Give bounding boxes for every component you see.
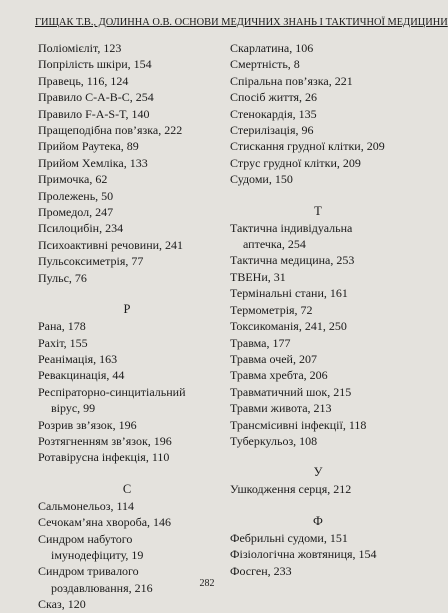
index-column-left	[38, 40, 216, 613]
index-entry: Травма, 177	[230, 335, 291, 350]
index-entry: Примочка, 62	[38, 172, 108, 187]
index-group-p	[38, 40, 216, 286]
index-entry: Тактична медицина, 253	[230, 253, 355, 268]
index-entry: Правило C-A-B-C, 254	[38, 90, 154, 105]
section-letter-r: Р	[123, 302, 131, 317]
index-entry: Травматичний шок, 215	[230, 384, 352, 399]
index-entry: Фізіологічна жовтяниця, 154	[230, 547, 377, 562]
index-entry-line: Синдром набутого	[38, 531, 133, 546]
index-entry-line: Тактична індивідуальна	[230, 220, 353, 235]
page-number: 282	[199, 578, 215, 589]
index-entry-continuation: вірус, 99	[51, 401, 96, 416]
index-entry: Скарлатина, 106	[230, 41, 314, 55]
index-entry: Травма хребта, 206	[230, 368, 328, 383]
index-entry: Пульсоксиметрія, 77	[38, 254, 144, 269]
index-entry: Розтягненням зв’язок, 196	[38, 433, 172, 448]
index-entry: Ревакцинація, 44	[38, 368, 125, 383]
index-group-s-cont	[230, 40, 406, 188]
index-entry: Смертність, 8	[230, 57, 300, 72]
index-entry-line: Синдром тривалого	[38, 564, 139, 579]
index-entry: Травми живота, 213	[230, 401, 332, 416]
index-entry: Стенокардія, 135	[230, 106, 317, 121]
index-group-r	[38, 318, 216, 466]
index-entry-continuation: роздавлювання, 216	[51, 580, 153, 595]
index-entry: Трансмісивні інфекції, 118	[230, 417, 367, 432]
index-group-f	[230, 530, 406, 579]
index-entry: Прийом Хемліка, 133	[38, 155, 148, 170]
index-entry: Промедол, 247	[38, 205, 114, 220]
index-group-u	[230, 481, 406, 497]
index-entry: Псилоцибін, 234	[38, 221, 124, 236]
index-entry: Туберкульоз, 108	[230, 433, 318, 448]
index-entry-multiline	[230, 220, 406, 253]
index-entry: Спіральна пов’язка, 221	[230, 73, 353, 88]
section-letter-s: С	[122, 481, 132, 496]
index-entry: Стерилізація, 96	[230, 123, 314, 138]
index-entry: Правець, 116, 124	[38, 73, 129, 88]
index-entry-continuation: аптечка, 254	[243, 237, 306, 252]
index-group-t	[230, 220, 406, 450]
index-entry: Спосіб життя, 26	[230, 90, 318, 105]
section-letter-f: Ф	[313, 513, 323, 528]
section-letter-t: Т	[314, 203, 322, 218]
index-entry: Травма очей, 207	[230, 351, 317, 366]
index-entry: Пролежень, 50	[38, 188, 114, 203]
index-entry: Рахіт, 155	[38, 335, 88, 350]
index-entry: Попрілість шкіри, 154	[38, 57, 152, 72]
index-entry: Фебрильні судоми, 151	[230, 530, 348, 545]
index-entry-multiline	[38, 531, 216, 564]
index-entry: Пращеподібна пов’язка, 222	[38, 123, 183, 138]
index-entry: Розрив зв’язок, 196	[38, 417, 137, 432]
index-entry: Термометрія, 72	[230, 302, 313, 317]
section-letter-u: У	[313, 465, 323, 480]
index-entry: Рана, 178	[38, 319, 86, 334]
index-entry: Судоми, 150	[230, 172, 293, 187]
index-group-s	[38, 498, 216, 613]
index-entry: Фосген, 233	[230, 563, 292, 578]
index-entry: Сальмонельоз, 114	[38, 498, 134, 513]
index-entry-continuation: імунодефіциту, 19	[51, 547, 144, 562]
index-entry: Пульс, 76	[38, 270, 87, 285]
index-entry: Стискання грудної клітки, 209	[230, 139, 385, 154]
index-entry: Ротавірусна інфекція, 110	[38, 450, 170, 465]
index-entry: Токсикоманія, 241, 250	[230, 319, 347, 334]
index-entry: Сказ, 120	[38, 597, 86, 612]
index-entry-multiline	[38, 384, 216, 417]
index-entry: Реанімація, 163	[38, 351, 118, 366]
index-entry-line: Респіраторно-синцитіальний	[38, 384, 186, 399]
index-entry: Термінальні стани, 161	[230, 286, 348, 301]
index-entry: Психоактивні речовини, 241	[38, 237, 184, 252]
index-entry: Правило F-A-S-T, 140	[38, 106, 150, 121]
index-entry: Струс грудної клітки, 209	[230, 155, 361, 170]
index-column-right	[230, 40, 406, 579]
index-entry: Сечокам’яна хвороба, 146	[38, 515, 172, 530]
running-header: ГИЩАК Т.В., ДОЛИННА О.В. ОСНОВИ МЕДИЧНИХ ЗНАНЬ І ТАКТИЧНОЇ МЕДИЦИНИ	[35, 17, 448, 28]
index-entry: Поліомієліт, 123	[38, 41, 122, 55]
index-entry: Прийом Раутека, 89	[38, 139, 139, 154]
index-entry: Ушкодження серця, 212	[230, 482, 352, 497]
index-entry: ТВЕНи, 31	[230, 269, 286, 284]
